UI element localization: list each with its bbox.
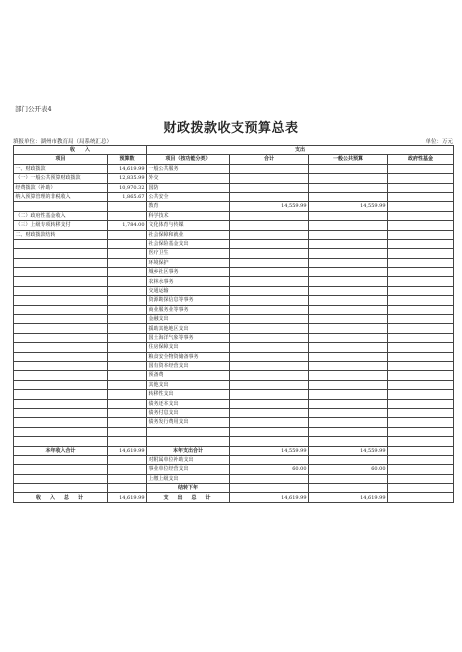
expense-total (230, 371, 309, 380)
table-row (14, 380, 454, 389)
income-amount: 10,970.32 (108, 183, 147, 192)
table-row (14, 277, 454, 286)
sub-item-label: 事业单位经营支出 (147, 465, 230, 474)
reporting-unit: 填报单位：湖州市教育局（局系统汇总） (13, 139, 113, 145)
expense-general (309, 324, 388, 333)
income-item: 经费拨款（补助） (14, 183, 108, 192)
expense-fund (388, 183, 454, 192)
table-row (14, 183, 454, 192)
expense-item: 农林水事务 (147, 277, 230, 286)
income-amount (108, 277, 147, 286)
summary-sub-row (14, 465, 454, 474)
income-item (14, 324, 108, 333)
income-item (14, 361, 108, 370)
sub-item-fund (388, 465, 454, 474)
sub-item-label: 上缴上级支出 (147, 474, 230, 483)
expense-item: 金融支出 (147, 315, 230, 324)
unit-row (13, 137, 453, 145)
income-item (14, 408, 108, 417)
expense-fund (388, 399, 454, 408)
income-amount (108, 249, 147, 258)
expense-total: 14,559.99 (230, 202, 309, 211)
blank-cell (14, 455, 108, 464)
expense-fund (388, 268, 454, 277)
expense-fund (388, 202, 454, 211)
expense-total (230, 305, 309, 314)
budget-table (13, 145, 454, 503)
income-amount: 14,619.99 (108, 164, 147, 173)
income-amount (108, 315, 147, 324)
sub-item-general (309, 474, 388, 483)
income-amount (108, 408, 147, 417)
income-amount: 12,835.99 (108, 174, 147, 183)
expense-general (309, 305, 388, 314)
grand-total-row (14, 493, 454, 502)
expense-total (230, 258, 309, 267)
blank-cell (108, 474, 147, 483)
expense-total (230, 211, 309, 220)
grand-expense-general: 14,619.99 (309, 493, 388, 502)
expense-item (147, 427, 230, 436)
income-item (14, 315, 108, 324)
income-amount (108, 305, 147, 314)
expense-fund (388, 437, 454, 446)
expense-total (230, 427, 309, 436)
expense-general (309, 277, 388, 286)
expense-total (230, 408, 309, 417)
income-amount (108, 286, 147, 295)
income-item (14, 352, 108, 361)
carry-forward-label: 结转下年 (147, 484, 230, 493)
table-row (14, 268, 454, 277)
expense-item: 交通运输 (147, 286, 230, 295)
expense-fund (388, 164, 454, 173)
table-row (14, 249, 454, 258)
sub-item-total (230, 474, 309, 483)
sub-item-general: 60.00 (309, 465, 388, 474)
table-row (14, 343, 454, 352)
income-amount (108, 202, 147, 211)
expense-total (230, 380, 309, 389)
expense-general (309, 399, 388, 408)
sub-item-fund (388, 474, 454, 483)
table-row (14, 202, 454, 211)
income-amount (108, 427, 147, 436)
income-item (14, 202, 108, 211)
income-item (14, 277, 108, 286)
expense-item: 债务付息支出 (147, 408, 230, 417)
expense-general (309, 286, 388, 295)
expense-total (230, 399, 309, 408)
expense-total (230, 390, 309, 399)
table-row (14, 305, 454, 314)
expense-item: 公共安全 (147, 192, 230, 201)
expense-item: 其他支出 (147, 380, 230, 389)
expense-general (309, 343, 388, 352)
blank-cell (108, 484, 147, 493)
expense-general (309, 380, 388, 389)
income-item (14, 371, 108, 380)
table-row (14, 437, 454, 446)
expense-general (309, 427, 388, 436)
blank-cell (108, 465, 147, 474)
expense-general (309, 183, 388, 192)
expense-total (230, 249, 309, 258)
expense-fund (388, 249, 454, 258)
expense-total (230, 164, 309, 173)
expense-total (230, 268, 309, 277)
year-income-value: 14,619.99 (108, 446, 147, 455)
table-row (14, 333, 454, 342)
income-amount (108, 333, 147, 342)
expense-item: 商业服务业等事务 (147, 305, 230, 314)
col-item: 项目 (14, 155, 108, 164)
expense-general (309, 333, 388, 342)
expense-item: 外交 (147, 174, 230, 183)
sub-item-total (230, 455, 309, 464)
page-title: 财政拨款收支预算总表 (163, 121, 299, 136)
blank-cell (14, 484, 108, 493)
year-total-row (14, 446, 454, 455)
grand-expense-total: 14,619.99 (230, 493, 309, 502)
expense-fund (388, 427, 454, 436)
expense-general (309, 437, 388, 446)
year-expense-label: 本年支出合计 (147, 446, 230, 455)
table-row (14, 296, 454, 305)
expense-general (309, 164, 388, 173)
income-item (14, 380, 108, 389)
table-row (14, 408, 454, 417)
table-row (14, 324, 454, 333)
income-item (14, 390, 108, 399)
expense-total (230, 361, 309, 370)
expense-fund (388, 277, 454, 286)
col-item-func: 项目（按功能分类） (147, 155, 230, 164)
income-item (14, 239, 108, 248)
blank-cell (309, 484, 388, 493)
expense-fund (388, 221, 454, 230)
currency-unit: 单位：万元 (425, 139, 453, 145)
expense-item: 预备费 (147, 371, 230, 380)
expense-general (309, 352, 388, 361)
table-row (14, 371, 454, 380)
income-amount (108, 239, 147, 248)
expense-general (309, 408, 388, 417)
table-row (14, 174, 454, 183)
expense-total (230, 286, 309, 295)
grand-income-value: 14,619.99 (108, 493, 147, 502)
expense-fund (388, 371, 454, 380)
summary-sub-row (14, 455, 454, 464)
table-row (14, 230, 454, 239)
blank-cell (230, 484, 309, 493)
expense-item: 国土海洋气象等事务 (147, 333, 230, 342)
expense-fund (388, 230, 454, 239)
expense-total (230, 183, 309, 192)
budget-table-body (14, 146, 454, 503)
year-expense-fund (388, 446, 454, 455)
blank-cell (14, 465, 108, 474)
income-amount (108, 324, 147, 333)
table-row (14, 239, 454, 248)
table-header-columns (14, 155, 454, 164)
expense-fund (388, 315, 454, 324)
expense-general (309, 268, 388, 277)
income-item: （一）一般公共预算财政拨款 (14, 174, 108, 183)
expense-general (309, 249, 388, 258)
expense-fund (388, 211, 454, 220)
expense-header: 支出 (147, 146, 454, 155)
expense-general (309, 296, 388, 305)
expense-total (230, 230, 309, 239)
expense-item (147, 437, 230, 446)
expense-general: 14,559.99 (309, 202, 388, 211)
expense-item: 住房保障支出 (147, 343, 230, 352)
income-item (14, 249, 108, 258)
income-amount (108, 230, 147, 239)
income-amount (108, 371, 147, 380)
expense-fund (388, 286, 454, 295)
blank-cell (14, 474, 108, 483)
expense-fund (388, 174, 454, 183)
grand-income-label: 收 入 总 计 (14, 493, 108, 502)
expense-total (230, 174, 309, 183)
income-item (14, 286, 108, 295)
table-row (14, 352, 454, 361)
table-row (14, 418, 454, 427)
expense-total (230, 239, 309, 248)
expense-total (230, 324, 309, 333)
income-item: （二）政府性基金收入 (14, 211, 108, 220)
table-row (14, 211, 454, 220)
expense-fund (388, 343, 454, 352)
income-amount (108, 399, 147, 408)
income-header: 收 入 (14, 146, 147, 155)
expense-general (309, 315, 388, 324)
blank-cell (388, 484, 454, 493)
summary-sub-row (14, 474, 454, 483)
income-item (14, 296, 108, 305)
col-general-budget: 一般公共预算 (309, 155, 388, 164)
expense-item: 援助其他地区支出 (147, 324, 230, 333)
expense-item: 债务还本支出 (147, 399, 230, 408)
income-amount (108, 437, 147, 446)
expense-total (230, 352, 309, 361)
expense-item: 环境保护 (147, 258, 230, 267)
expense-item: 科学技术 (147, 211, 230, 220)
expense-total (230, 277, 309, 286)
expense-general (309, 371, 388, 380)
expense-total (230, 221, 309, 230)
expense-general (309, 418, 388, 427)
grand-expense-fund (388, 493, 454, 502)
expense-fund (388, 333, 454, 342)
expense-item: 社会保障和就业 (147, 230, 230, 239)
expense-total (230, 343, 309, 352)
income-item (14, 418, 108, 427)
expense-total (230, 192, 309, 201)
expense-item: 资源勘探信息等事务 (147, 296, 230, 305)
col-total: 合计 (230, 155, 309, 164)
table-row (14, 258, 454, 267)
expense-fund (388, 418, 454, 427)
income-item (14, 258, 108, 267)
expense-general (309, 258, 388, 267)
expense-fund (388, 258, 454, 267)
expense-total (230, 333, 309, 342)
expense-fund (388, 352, 454, 361)
expense-item: 转移性支出 (147, 390, 230, 399)
sheet-label: 部门公开表4 (15, 105, 52, 113)
expense-total (230, 437, 309, 446)
expense-item: 社会保险基金支出 (147, 239, 230, 248)
income-amount (108, 343, 147, 352)
income-item (14, 399, 108, 408)
expense-fund (388, 305, 454, 314)
income-amount (108, 418, 147, 427)
expense-item: 医疗卫生 (147, 249, 230, 258)
income-item (14, 333, 108, 342)
expense-general (309, 361, 388, 370)
year-income-label: 本年收入合计 (14, 446, 108, 455)
table-row (14, 164, 454, 173)
expense-item: 国有资本经营支出 (147, 361, 230, 370)
expense-item: 国防 (147, 183, 230, 192)
year-expense-total: 14,559.99 (230, 446, 309, 455)
expense-item: 城乡社区事务 (147, 268, 230, 277)
sub-item-total: 60.00 (230, 465, 309, 474)
income-item (14, 305, 108, 314)
income-amount (108, 390, 147, 399)
expense-fund (388, 408, 454, 417)
expense-item: 粮食安全物资储备事务 (147, 352, 230, 361)
income-item: 纳入预算管理的非税收入 (14, 192, 108, 201)
income-item (14, 427, 108, 436)
sub-item-label: 对附属单位补助支出 (147, 455, 230, 464)
expense-fund (388, 296, 454, 305)
income-item: 二、财政拨款结转 (14, 230, 108, 239)
expense-total (230, 315, 309, 324)
sub-item-general (309, 455, 388, 464)
expense-fund (388, 324, 454, 333)
expense-general (309, 230, 388, 239)
expense-item: 教育 (147, 202, 230, 211)
income-item (14, 343, 108, 352)
table-row (14, 192, 454, 201)
expense-item: 文化体育与传媒 (147, 221, 230, 230)
table-row (14, 427, 454, 436)
expense-fund (388, 380, 454, 389)
table-row (14, 390, 454, 399)
table-row (14, 315, 454, 324)
income-amount: 1,865.67 (108, 192, 147, 201)
expense-item: 债务发行费用支出 (147, 418, 230, 427)
expense-general (309, 390, 388, 399)
income-item (14, 268, 108, 277)
table-row (14, 221, 454, 230)
table-row (14, 399, 454, 408)
income-item: 一、财政拨款 (14, 164, 108, 173)
col-budget-amount: 预算数 (108, 155, 147, 164)
expense-general (309, 239, 388, 248)
table-row (14, 286, 454, 295)
expense-total (230, 296, 309, 305)
expense-general (309, 192, 388, 201)
income-item (14, 437, 108, 446)
expense-general (309, 211, 388, 220)
income-amount: 1,784.00 (108, 221, 147, 230)
expense-general (309, 221, 388, 230)
year-expense-general: 14,559.99 (309, 446, 388, 455)
carry-forward-row (14, 484, 454, 493)
expense-fund (388, 361, 454, 370)
income-amount (108, 296, 147, 305)
expense-fund (388, 239, 454, 248)
expense-total (230, 418, 309, 427)
income-amount (108, 211, 147, 220)
income-amount (108, 380, 147, 389)
table-header-group (14, 146, 454, 155)
grand-expense-label: 支 出 总 计 (147, 493, 230, 502)
blank-cell (108, 455, 147, 464)
expense-item: 一般公共服务 (147, 164, 230, 173)
income-amount (108, 268, 147, 277)
income-amount (108, 352, 147, 361)
expense-general (309, 174, 388, 183)
income-amount (108, 361, 147, 370)
income-amount (108, 258, 147, 267)
expense-fund (388, 192, 454, 201)
table-row (14, 361, 454, 370)
col-gov-fund: 政府性基金 (388, 155, 454, 164)
expense-fund (388, 390, 454, 399)
sub-item-fund (388, 455, 454, 464)
income-item: （三）上级专项转移支付 (14, 221, 108, 230)
